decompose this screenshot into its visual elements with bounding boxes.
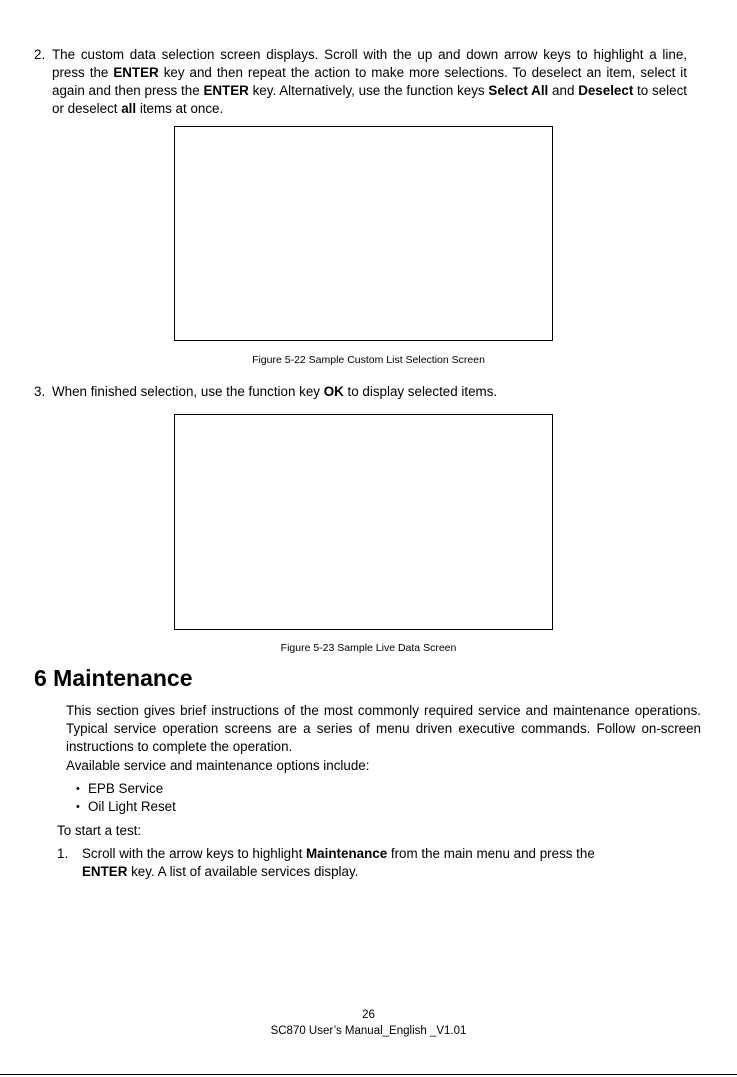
step-number: 2. bbox=[34, 47, 46, 62]
deselect-key-label: Deselect bbox=[578, 83, 634, 98]
enter-key-label: ENTER bbox=[82, 864, 128, 879]
step-3 bbox=[34, 383, 687, 401]
manual-title-footer: SC870 User’s Manual_English _V1.01 bbox=[270, 1025, 467, 1037]
figure-5-23-caption: Figure 5-23 Sample Live Data Screen bbox=[280, 642, 457, 654]
step-2-text: The custom data selection screen displays. Scroll with the up and down arrow keys to highlight a line, press the ENTER key and then repeat the action to make more selections. To deselect an item, select it again and then press the ENTER key. Alternatively, use the function keys Select All and Deselect to select or deselect all items at once. bbox=[52, 47, 687, 116]
ok-key-label: OK bbox=[323, 384, 344, 399]
enter-key-label: ENTER bbox=[113, 65, 159, 80]
maintenance-label: Maintenance bbox=[306, 846, 388, 861]
figure-5-22-image bbox=[174, 126, 553, 341]
list-item: • Oil Light Reset bbox=[76, 798, 176, 816]
page-number: 26 bbox=[362, 1009, 375, 1021]
bottom-divider bbox=[0, 1074, 737, 1075]
figure-5-23-image bbox=[174, 414, 553, 630]
options-list bbox=[76, 780, 176, 816]
step-2 bbox=[34, 46, 687, 118]
section-intro: This section gives brief instructions of the most commonly required service and maintenance operations. Typical service operation screens are a series of menu driven executive commands. Follow on-screen instructions to complete the operation. bbox=[66, 703, 701, 754]
step-number: 3. bbox=[34, 384, 46, 399]
step-number: 1. bbox=[57, 846, 69, 861]
list-item: • EPB Service bbox=[76, 780, 176, 798]
available-options-text: Available service and maintenance options include: bbox=[66, 758, 370, 773]
figure-5-22-caption: Figure 5-22 Sample Custom List Selection Screen bbox=[252, 354, 485, 366]
step-1 bbox=[57, 845, 701, 881]
enter-key-label: ENTER bbox=[203, 83, 249, 98]
step-1-text: Scroll with the arrow keys to highlight Maintenance from the main menu and press the ENTER key. A list of available services display. bbox=[82, 846, 595, 879]
step-3-text: When finished selection, use the function key OK to display selected items. bbox=[52, 384, 498, 399]
section-heading: 6 Maintenance bbox=[34, 665, 193, 691]
select-all-key-label: Select All bbox=[488, 83, 549, 98]
start-test-text: To start a test: bbox=[57, 823, 142, 838]
